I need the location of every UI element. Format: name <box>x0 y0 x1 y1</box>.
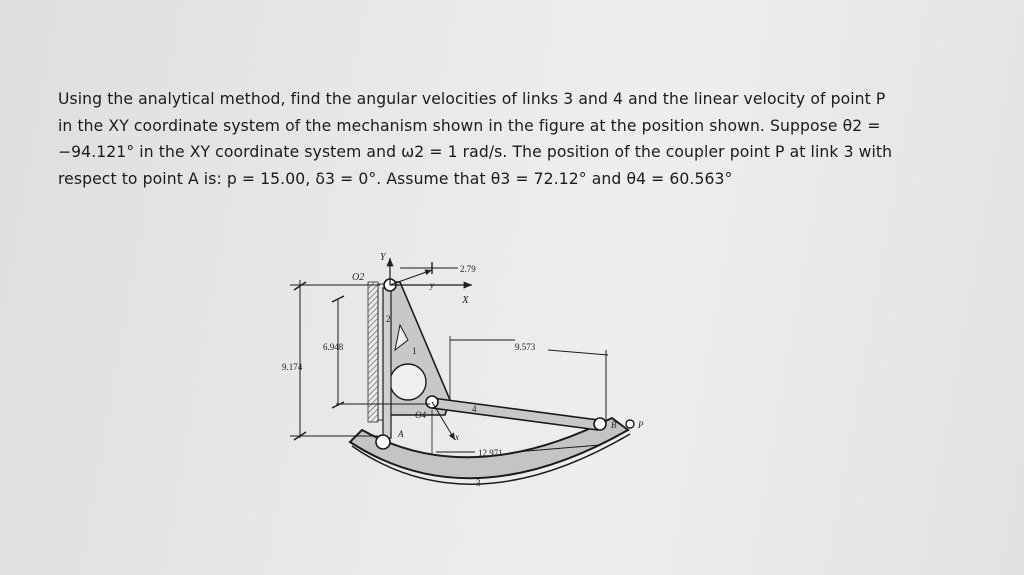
label-b: B <box>611 420 617 430</box>
label-o2: O2 <box>352 272 365 283</box>
dim-6-948: 6.948 <box>323 342 344 352</box>
dim-12-971: 12.971 <box>478 448 503 458</box>
problem-line-3: −94.121° in the XY coordinate system and ω2 = 1 rad/s. The position of the coupler point P at link 3 with <box>58 143 893 161</box>
dim-9-174: 9.174 <box>282 362 303 372</box>
label-a: A <box>398 429 404 439</box>
point-p-marker <box>626 420 634 428</box>
label-axis-x: x <box>455 432 459 442</box>
problem-line-1: Using the analytical method, find the angular velocities of links 3 and 4 and the linear velocity of point P <box>58 90 886 108</box>
pivot-b <box>594 418 606 430</box>
label-link-1: 1 <box>412 346 417 356</box>
label-link-3: 3 <box>476 478 481 488</box>
ground-frame <box>368 282 378 422</box>
dim-2-79: 2.79 <box>460 264 476 274</box>
label-link-2: 2 <box>386 314 391 324</box>
problem-line-4: respect to point A is: p = 15.00, δ3 = 0°. Assume that θ3 = 72.12° and θ4 = 60.563° <box>58 169 733 188</box>
label-axis-Y: Y <box>380 252 386 263</box>
dim-9-573: 9.573 <box>515 342 536 352</box>
link-4-rocker <box>432 398 598 430</box>
label-p: P <box>638 420 644 430</box>
label-axis-X: X <box>462 294 469 306</box>
label-o4: O4 <box>415 410 426 420</box>
link-2-crank <box>383 288 391 438</box>
pivot-a <box>376 435 390 449</box>
label-link-4: 4 <box>472 404 477 414</box>
label-axis-y: y <box>430 280 434 290</box>
problem-line-2: in the XY coordinate system of the mechanism shown in the figure at the position shown. Suppose θ2 = <box>58 116 881 135</box>
